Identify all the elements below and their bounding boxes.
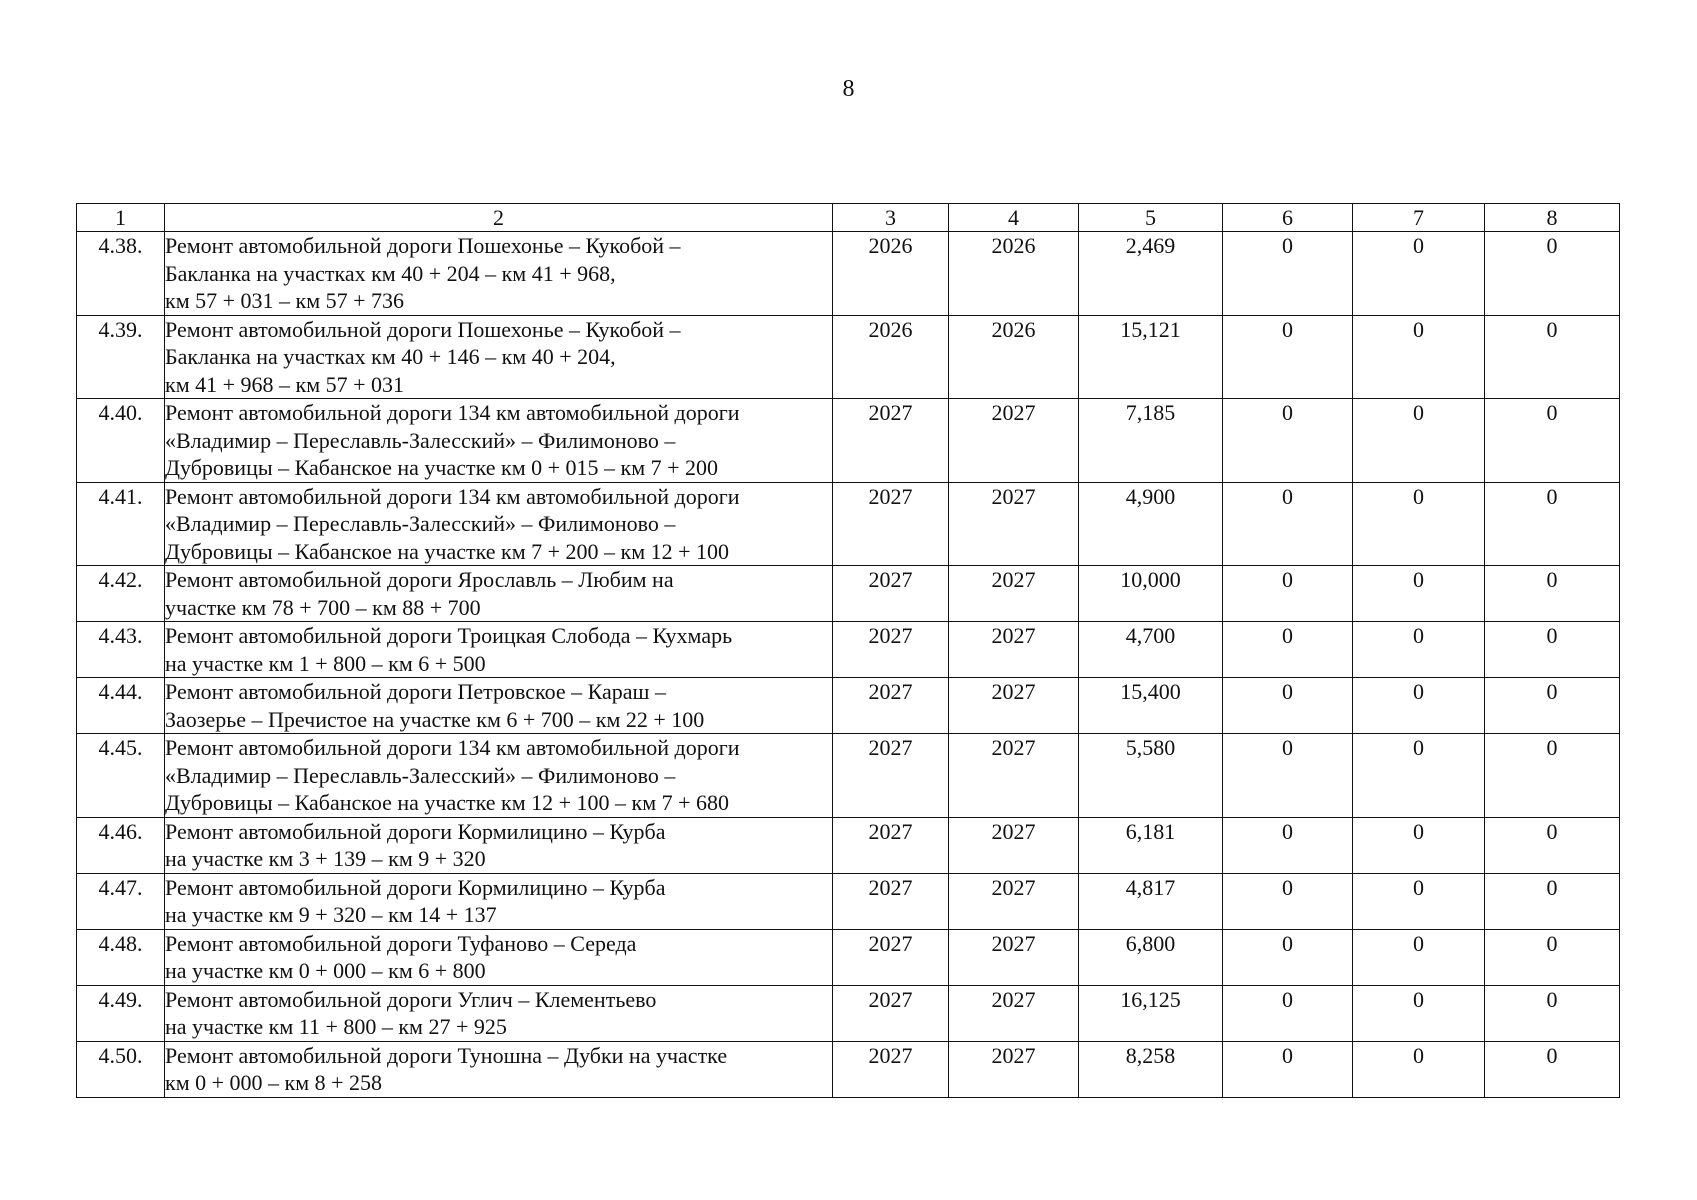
column-8-cell: 0 xyxy=(1485,985,1620,1041)
description-line: км 57 + 031 – км 57 + 736 xyxy=(165,288,405,313)
end-year-cell: 2027 xyxy=(949,399,1079,483)
description-line: Ремонт автомобильной дороги Углич – Клементьево xyxy=(165,986,657,1012)
end-year-cell: 2027 xyxy=(949,734,1079,818)
column-6-cell: 0 xyxy=(1223,399,1353,483)
description-line: Ремонт автомобильной дороги 134 км автомобильной дороги xyxy=(165,400,740,425)
column-6-cell: 0 xyxy=(1223,678,1353,734)
table-row xyxy=(77,1041,1620,1097)
work-description xyxy=(165,817,833,873)
column-8-cell: 0 xyxy=(1485,482,1620,566)
column-7-cell: 0 xyxy=(1353,734,1485,818)
end-year-cell: 2027 xyxy=(949,817,1079,873)
description-line: Ремонт автомобильной дороги Туфаново – Середа xyxy=(165,930,637,956)
column-7-cell: 0 xyxy=(1353,985,1485,1041)
end-year-cell: 2027 xyxy=(949,678,1079,734)
column-8-cell: 0 xyxy=(1485,929,1620,985)
column-8-cell: 0 xyxy=(1485,817,1620,873)
start-year-cell: 2027 xyxy=(833,399,949,483)
description-line: Ремонт автомобильной дороги Кормилицино – Курба xyxy=(165,818,666,844)
table-row xyxy=(77,873,1620,929)
row-number: 4.46. xyxy=(77,817,165,873)
column-7-cell: 0 xyxy=(1353,232,1485,316)
row-number: 4.47. xyxy=(77,873,165,929)
column-7-cell: 0 xyxy=(1353,678,1485,734)
table-row xyxy=(77,985,1620,1041)
end-year-cell: 2027 xyxy=(949,985,1079,1041)
start-year-cell: 2027 xyxy=(833,678,949,734)
column-8-cell: 0 xyxy=(1485,873,1620,929)
column-8-cell: 0 xyxy=(1485,232,1620,316)
description-line: на участке км 11 + 800 – км 27 + 925 xyxy=(165,1014,507,1039)
column-6-cell: 0 xyxy=(1223,622,1353,678)
table-row xyxy=(77,399,1620,483)
column-8-cell: 0 xyxy=(1485,399,1620,483)
column-header: 8 xyxy=(1485,204,1620,232)
value-cell: 2,469 xyxy=(1079,232,1223,316)
start-year-cell: 2026 xyxy=(833,315,949,399)
start-year-cell: 2027 xyxy=(833,622,949,678)
row-number: 4.39. xyxy=(77,315,165,399)
table-row xyxy=(77,566,1620,622)
row-number: 4.49. xyxy=(77,985,165,1041)
column-8-cell: 0 xyxy=(1485,566,1620,622)
value-cell: 6,181 xyxy=(1079,817,1223,873)
work-description xyxy=(165,1041,833,1097)
table-row xyxy=(77,315,1620,399)
column-header: 5 xyxy=(1079,204,1223,232)
start-year-cell: 2027 xyxy=(833,985,949,1041)
column-header: 4 xyxy=(949,204,1079,232)
description-line: Бакланка на участках км 40 + 204 – км 41 + 968, xyxy=(165,260,616,286)
end-year-cell: 2027 xyxy=(949,622,1079,678)
work-description xyxy=(165,482,833,566)
description-line: Ремонт автомобильной дороги Ярославль – Любим на xyxy=(165,567,674,592)
column-6-cell: 0 xyxy=(1223,1041,1353,1097)
description-line: Ремонт автомобильной дороги Троицкая Слобода – Кухмарь xyxy=(165,623,733,648)
end-year-cell: 2026 xyxy=(949,232,1079,316)
description-line: Бакланка на участках км 40 + 146 – км 40 + 204, xyxy=(165,344,616,369)
row-number: 4.44. xyxy=(77,678,165,734)
column-6-cell: 0 xyxy=(1223,566,1353,622)
start-year-cell: 2027 xyxy=(833,734,949,818)
work-description xyxy=(165,678,833,734)
work-description xyxy=(165,929,833,985)
row-number: 4.40. xyxy=(77,399,165,483)
work-description xyxy=(165,873,833,929)
column-7-cell: 0 xyxy=(1353,817,1485,873)
description-line: Ремонт автомобильной дороги Петровское – Караш – xyxy=(165,679,666,704)
value-cell: 16,125 xyxy=(1079,985,1223,1041)
value-cell: 6,800 xyxy=(1079,929,1223,985)
description-line: Ремонт автомобильной дороги Пошехонье – Кукобой – xyxy=(165,316,681,342)
description-line: Дубровицы – Кабанское на участке км 0 + 015 – км 7 + 200 xyxy=(165,455,719,480)
value-cell: 4,900 xyxy=(1079,482,1223,566)
column-6-cell: 0 xyxy=(1223,315,1353,399)
column-7-cell: 0 xyxy=(1353,482,1485,566)
column-7-cell: 0 xyxy=(1353,315,1485,399)
value-cell: 5,580 xyxy=(1079,734,1223,818)
description-line: Ремонт автомобильной дороги Пошехонье – Кукобой – xyxy=(165,233,681,258)
row-number: 4.42. xyxy=(77,566,165,622)
description-line: «Владимир – Переславль-Залесский» – Филимоново – xyxy=(165,427,676,453)
description-line: Ремонт автомобильной дороги 134 км автомобильной дороги xyxy=(165,735,740,760)
works-table xyxy=(76,203,1620,1098)
table-row xyxy=(77,482,1620,566)
description-line: участке км 78 + 700 – км 88 + 700 xyxy=(165,594,481,620)
column-header: 6 xyxy=(1223,204,1353,232)
work-description xyxy=(165,622,833,678)
start-year-cell: 2027 xyxy=(833,873,949,929)
column-8-cell: 0 xyxy=(1485,1041,1620,1097)
description-line: Ремонт автомобильной дороги 134 км автомобильной дороги xyxy=(165,483,740,509)
row-number: 4.41. xyxy=(77,482,165,566)
column-header: 3 xyxy=(833,204,949,232)
description-line: км 41 + 968 – км 57 + 031 xyxy=(165,371,405,397)
row-number: 4.43. xyxy=(77,622,165,678)
work-description xyxy=(165,566,833,622)
start-year-cell: 2026 xyxy=(833,232,949,316)
column-7-cell: 0 xyxy=(1353,622,1485,678)
column-6-cell: 0 xyxy=(1223,817,1353,873)
page-number: 8 xyxy=(842,76,855,102)
column-header: 7 xyxy=(1353,204,1485,232)
table-row xyxy=(77,678,1620,734)
description-line: «Владимир – Переславль-Залесский» – Филимоново – xyxy=(165,511,676,536)
description-line: на участке км 0 + 000 – км 6 + 800 xyxy=(165,958,486,983)
table-row xyxy=(77,817,1620,873)
end-year-cell: 2026 xyxy=(949,315,1079,399)
start-year-cell: 2027 xyxy=(833,1041,949,1097)
table-row xyxy=(77,734,1620,818)
description-line: на участке км 9 + 320 – км 14 + 137 xyxy=(165,902,497,927)
work-description xyxy=(165,399,833,483)
column-8-cell: 0 xyxy=(1485,622,1620,678)
column-6-cell: 0 xyxy=(1223,232,1353,316)
table-row xyxy=(77,929,1620,985)
description-line: Дубровицы – Кабанское на участке км 12 + 100 – км 7 + 680 xyxy=(165,790,730,815)
description-line: Дубровицы – Кабанское на участке км 7 + 200 – км 12 + 100 xyxy=(165,538,730,564)
column-6-cell: 0 xyxy=(1223,929,1353,985)
table-row xyxy=(77,232,1620,316)
column-7-cell: 0 xyxy=(1353,566,1485,622)
value-cell: 4,700 xyxy=(1079,622,1223,678)
column-7-cell: 0 xyxy=(1353,873,1485,929)
description-line: Ремонт автомобильной дороги Туношна – Дубки на участке xyxy=(165,1042,728,1068)
header-row xyxy=(77,204,1620,232)
description-line: Заозерье – Пречистое на участке км 6 + 700 – км 22 + 100 xyxy=(165,706,705,732)
start-year-cell: 2027 xyxy=(833,566,949,622)
description-line: на участке км 1 + 800 – км 6 + 500 xyxy=(165,650,486,676)
description-line: на участке км 3 + 139 – км 9 + 320 xyxy=(165,846,486,871)
end-year-cell: 2027 xyxy=(949,566,1079,622)
column-7-cell: 0 xyxy=(1353,399,1485,483)
column-6-cell: 0 xyxy=(1223,734,1353,818)
start-year-cell: 2027 xyxy=(833,929,949,985)
value-cell: 10,000 xyxy=(1079,566,1223,622)
column-header: 2 xyxy=(165,204,833,232)
work-description xyxy=(165,232,833,316)
work-description xyxy=(165,734,833,818)
column-7-cell: 0 xyxy=(1353,929,1485,985)
end-year-cell: 2027 xyxy=(949,482,1079,566)
description-line: «Владимир – Переславль-Залесский» – Филимоново – xyxy=(165,762,676,788)
column-8-cell: 0 xyxy=(1485,315,1620,399)
column-8-cell: 0 xyxy=(1485,734,1620,818)
column-6-cell: 0 xyxy=(1223,482,1353,566)
start-year-cell: 2027 xyxy=(833,817,949,873)
column-6-cell: 0 xyxy=(1223,985,1353,1041)
end-year-cell: 2027 xyxy=(949,873,1079,929)
start-year-cell: 2027 xyxy=(833,482,949,566)
value-cell: 15,121 xyxy=(1079,315,1223,399)
end-year-cell: 2027 xyxy=(949,1041,1079,1097)
description-line: км 0 + 000 – км 8 + 258 xyxy=(165,1070,383,1095)
column-8-cell: 0 xyxy=(1485,678,1620,734)
work-description xyxy=(165,315,833,399)
column-6-cell: 0 xyxy=(1223,873,1353,929)
table-row xyxy=(77,622,1620,678)
value-cell: 8,258 xyxy=(1079,1041,1223,1097)
value-cell: 7,185 xyxy=(1079,399,1223,483)
end-year-cell: 2027 xyxy=(949,929,1079,985)
column-header: 1 xyxy=(77,204,165,232)
description-line: Ремонт автомобильной дороги Кормилицино – Курба xyxy=(165,874,666,900)
row-number: 4.38. xyxy=(77,232,165,316)
row-number: 4.48. xyxy=(77,929,165,985)
row-number: 4.50. xyxy=(77,1041,165,1097)
row-number: 4.45. xyxy=(77,734,165,818)
work-description xyxy=(165,985,833,1041)
value-cell: 15,400 xyxy=(1079,678,1223,734)
column-7-cell: 0 xyxy=(1353,1041,1485,1097)
value-cell: 4,817 xyxy=(1079,873,1223,929)
